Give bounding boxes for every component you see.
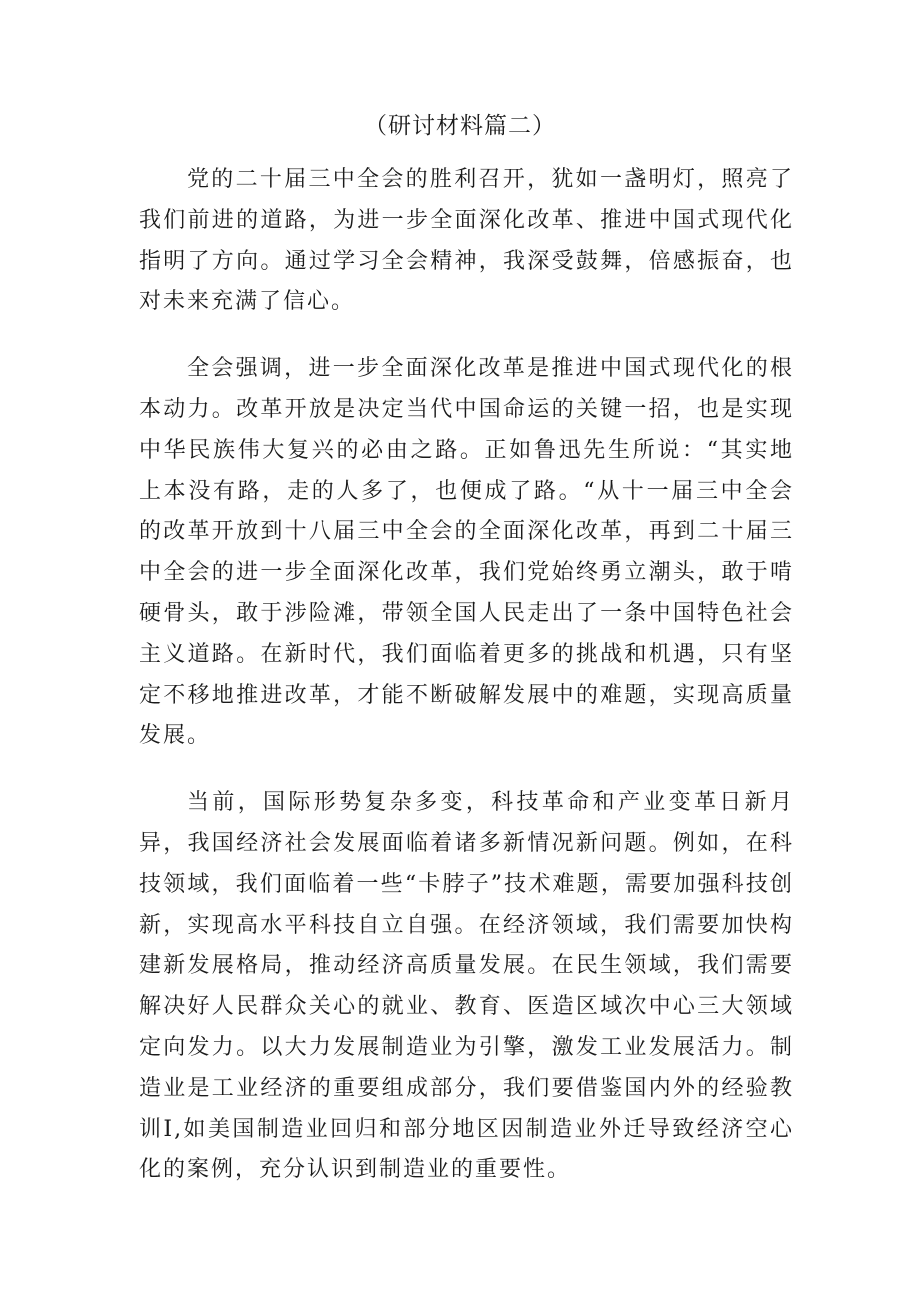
- document-body: [139, 160, 794, 1217]
- document-title: （研讨材料篇二）: [364, 113, 556, 139]
- paragraph-3: 当前，国际形势复杂多变，科技革命和产业变革日新月异，我国经济社会发展面临着诸多新情况新问题。例如，在科技领域，我们面临着一些“卡脖子”技术难题，需要加强科技创新，实现高水平科技自立自强。在经济领域，我们需要加快构建新发展格局，推动经济高质量发展。在民生领域，我们需要解决好人民群众关心的就业、教育、医造区域次中心三大领域定向发力。以大力发展制造业为引擎，激发工业发展活力。制造业是工业经济的重要组成部分，我们要借鉴国内外的经验教训I,如美国制造业回归和部分地区因制造业外迁导致经济空心化的案例，充分认识到制造业的重要性。: [139, 790, 794, 1183]
- paragraph-2: 全会强调，进一步全面深化改革是推进中国式现代化的根本动力。改革开放是决定当代中国命运的关键一招，也是实现中华民族伟大复兴的必由之路。正如鲁迅先生所说：“其实地上本没有路，走的人多了，也便成了路。“从十一届三中全会的改革开放到十八届三中全会的全面深化改革，再到二十届三中全会的进一步全面深化改革，我们党始终勇立潮头，敢于啃硬骨头，敢于涉险滩，带领全国人民走出了一条中国特色社会主义道路。在新时代，我们面临着更多的挑战和机遇，只有坚定不移地推进改革，才能不断破解发展中的难题，实现高质量发展。: [139, 356, 794, 749]
- paragraph-1: 党的二十届三中全会的胜利召开，犹如一盏明灯，照亮了我们前进的道路，为进一步全面深化改革、推进中国式现代化指明了方向。通过学习全会精神，我深受鼓舞，倍感振奋，也对未来充满了信心。: [139, 167, 794, 315]
